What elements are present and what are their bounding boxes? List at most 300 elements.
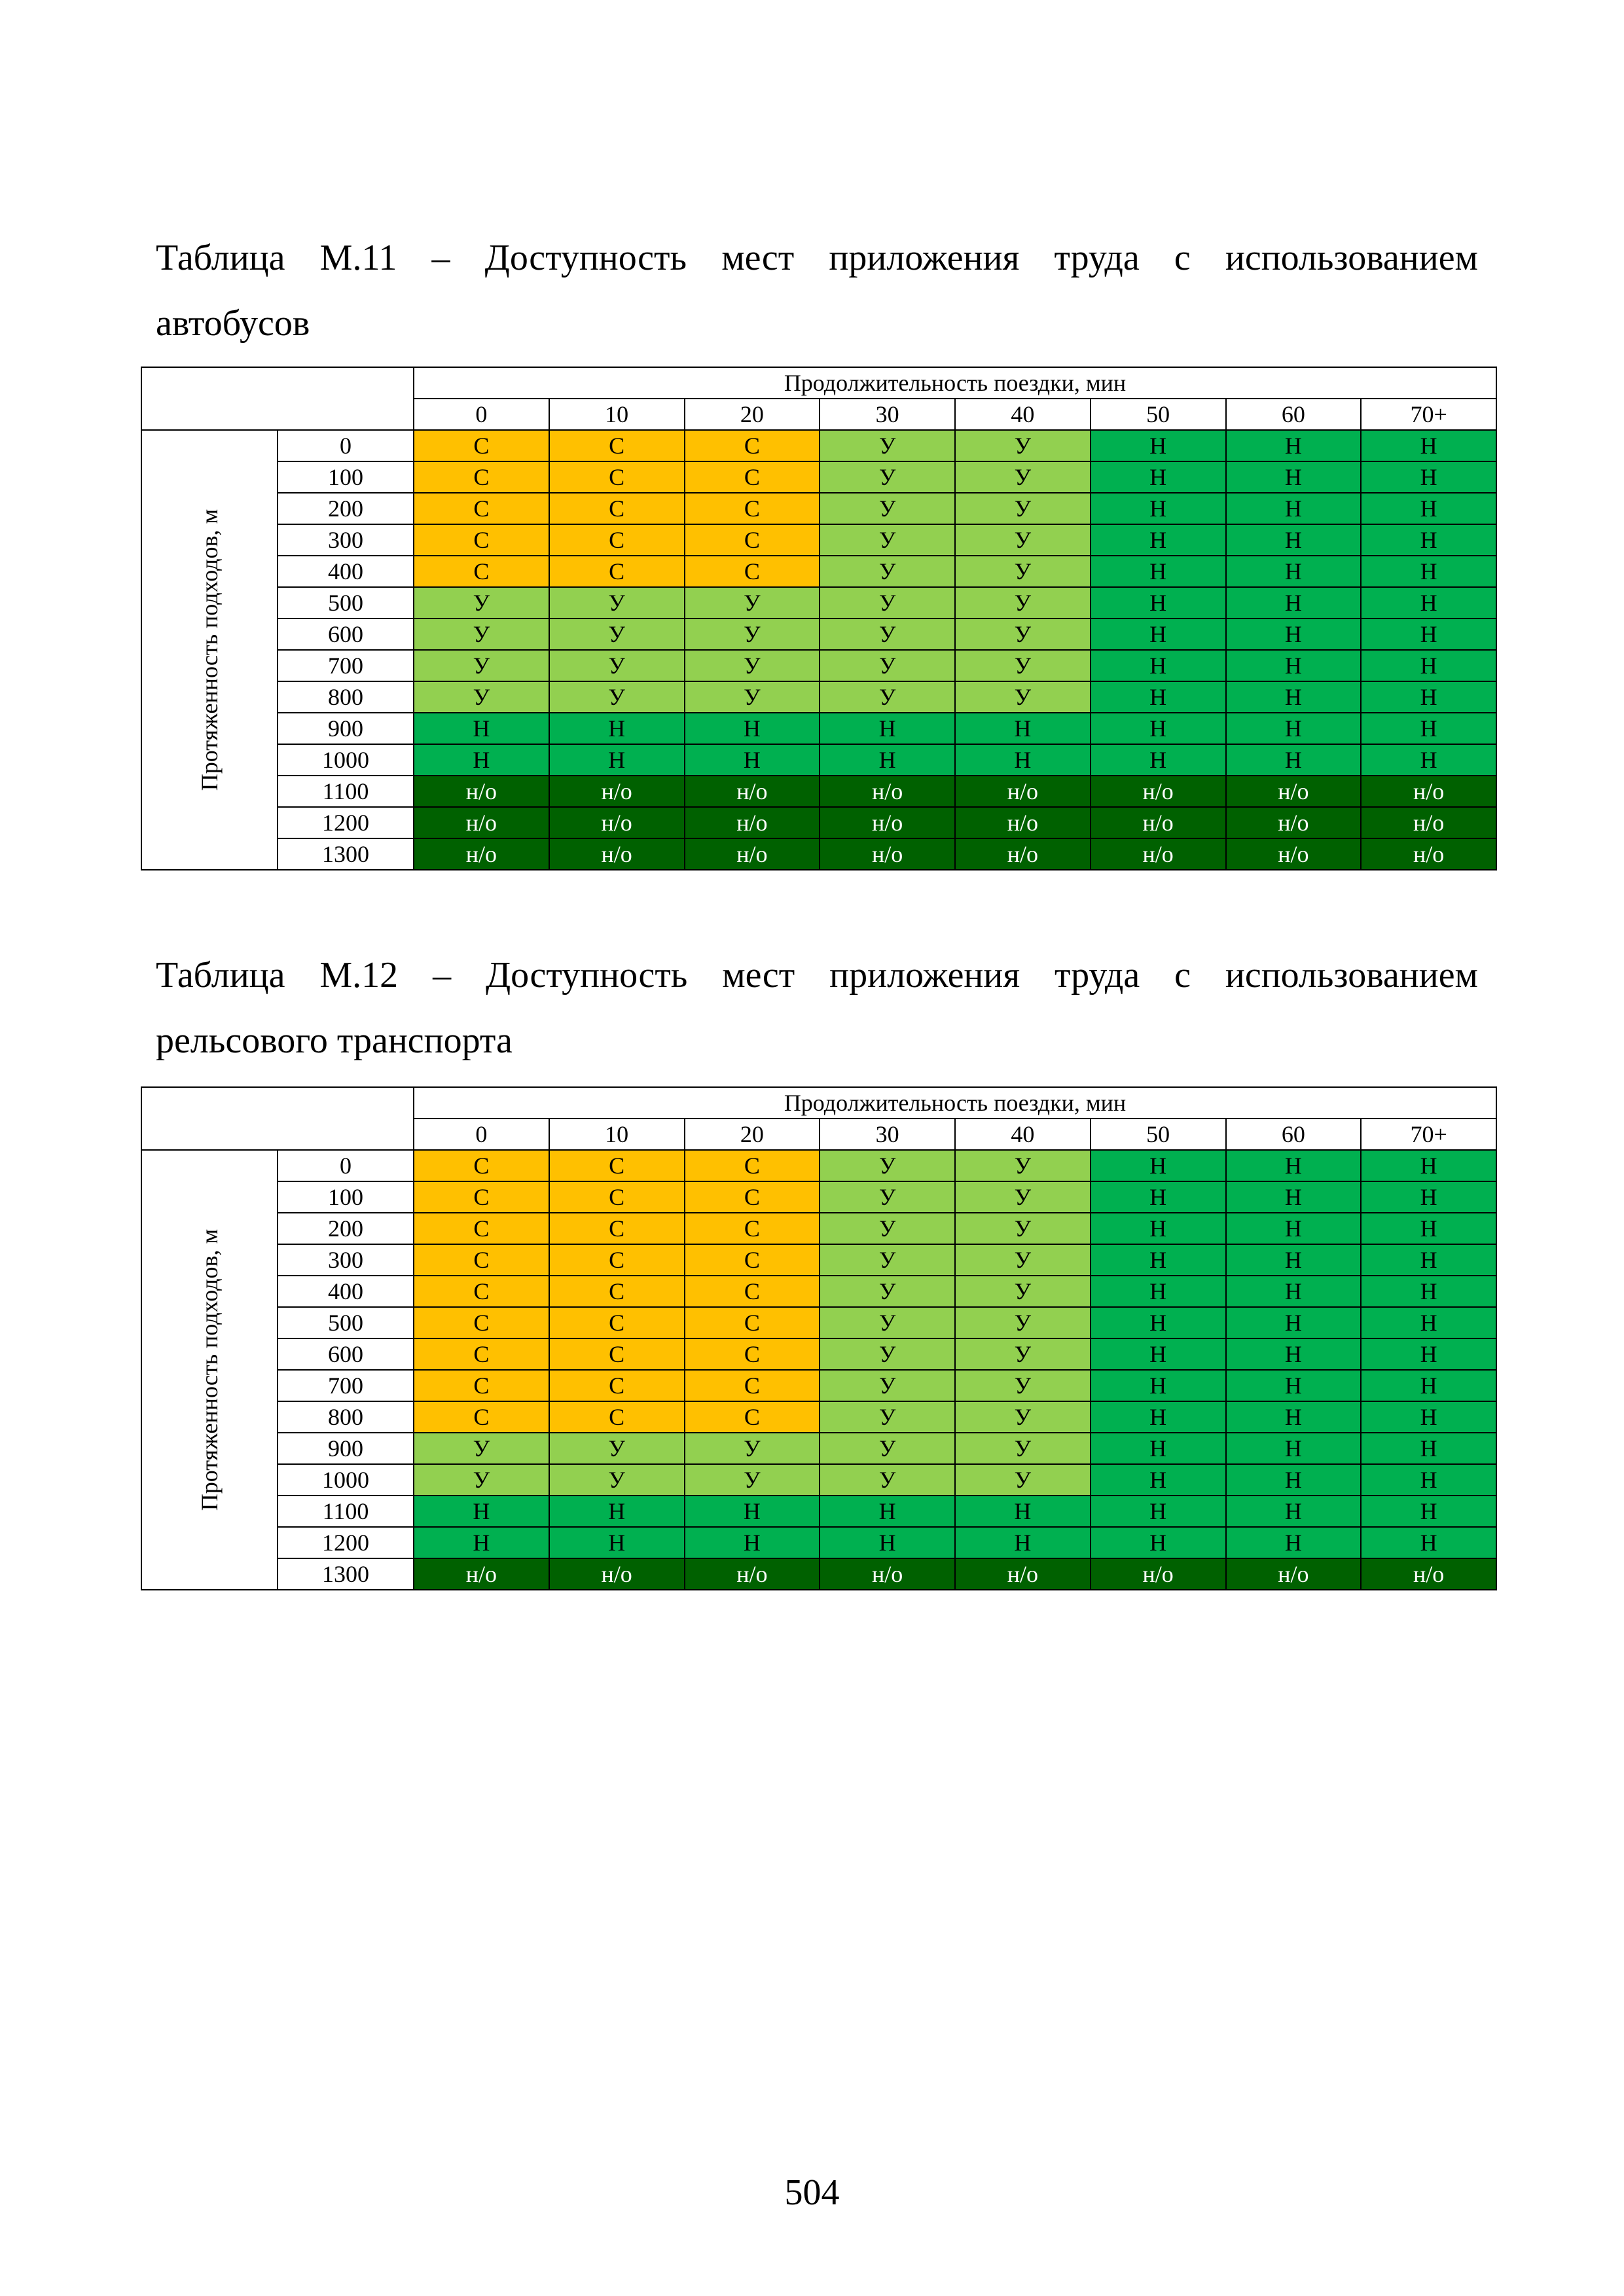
rating-cell: Н <box>1091 619 1226 650</box>
rating-cell: Н <box>1091 713 1226 744</box>
rating-cell: С <box>685 1307 820 1338</box>
rating-cell: Н <box>1091 556 1226 587</box>
table-row <box>141 556 1496 587</box>
rating-cell: н/о <box>685 838 820 870</box>
rating-cell: С <box>685 1276 820 1307</box>
row-header: 1100 <box>278 1496 414 1527</box>
column-header: 70+ <box>1361 1119 1496 1150</box>
rating-cell: Н <box>1091 1464 1226 1496</box>
rating-cell: н/о <box>549 776 685 807</box>
row-header: 200 <box>278 1213 414 1244</box>
rating-cell: н/о <box>685 776 820 807</box>
rating-cell: У <box>549 587 685 619</box>
row-header: 500 <box>278 1307 414 1338</box>
rating-cell: У <box>955 1213 1091 1244</box>
rating-cell: Н <box>955 1496 1091 1527</box>
page-number: 504 <box>784 2172 840 2213</box>
rating-cell: С <box>685 1338 820 1370</box>
rating-cell: Н <box>1361 1181 1496 1213</box>
table-row <box>141 461 1496 493</box>
rating-cell: У <box>820 1307 955 1338</box>
rating-cell: Н <box>1226 1338 1362 1370</box>
column-header: 50 <box>1091 399 1226 430</box>
rating-cell: Н <box>1226 1244 1362 1276</box>
rating-cell: н/о <box>1091 776 1226 807</box>
table-row <box>141 650 1496 681</box>
rating-cell: У <box>414 650 549 681</box>
rating-cell: У <box>955 493 1091 524</box>
rating-cell: н/о <box>820 776 955 807</box>
rating-cell: У <box>955 587 1091 619</box>
row-header: 700 <box>278 1370 414 1401</box>
rating-cell: н/о <box>549 1558 685 1590</box>
rating-cell: С <box>685 1370 820 1401</box>
rating-cell: Н <box>1226 587 1362 619</box>
rating-cell: У <box>955 524 1091 556</box>
table-row <box>141 1213 1496 1244</box>
rating-cell: Н <box>1361 524 1496 556</box>
rating-cell: С <box>549 1276 685 1307</box>
rating-cell: С <box>549 1307 685 1338</box>
caption-line-2: автобусов <box>156 303 310 344</box>
rating-cell: С <box>685 556 820 587</box>
rating-cell: Н <box>1091 1181 1226 1213</box>
rating-cell: С <box>414 1338 549 1370</box>
rating-cell: С <box>414 1276 549 1307</box>
rating-cell: С <box>549 1401 685 1433</box>
table-row <box>141 1558 1496 1590</box>
corner-cell <box>141 1087 414 1150</box>
rating-cell: С <box>549 1338 685 1370</box>
rating-cell: Н <box>1226 1401 1362 1433</box>
table-row <box>141 1244 1496 1276</box>
table-row <box>141 681 1496 713</box>
rating-cell: Н <box>1091 1527 1226 1558</box>
rating-cell: У <box>414 587 549 619</box>
rating-cell: Н <box>1361 1464 1496 1496</box>
rating-cell: Н <box>1226 1150 1362 1181</box>
rating-cell: Н <box>1361 493 1496 524</box>
rating-cell: Н <box>1226 1276 1362 1307</box>
rating-cell: У <box>820 1244 955 1276</box>
rating-cell: У <box>955 1276 1091 1307</box>
column-header: 0 <box>414 1119 549 1150</box>
row-header: 300 <box>278 1244 414 1276</box>
rating-cell: С <box>685 461 820 493</box>
rating-cell: н/о <box>1091 838 1226 870</box>
rating-cell: С <box>685 1181 820 1213</box>
rating-cell: С <box>414 1213 549 1244</box>
rating-cell: Н <box>1091 1276 1226 1307</box>
rating-cell: Н <box>1361 461 1496 493</box>
caption-line-1: Таблица М.12 – Доступность мест приложения труда с использованием <box>156 955 1478 996</box>
rating-cell: Н <box>1226 713 1362 744</box>
table-row <box>141 1338 1496 1370</box>
table-row <box>141 1307 1496 1338</box>
rating-cell: У <box>414 1433 549 1464</box>
rating-cell: Н <box>1226 1527 1362 1558</box>
row-header: 300 <box>278 524 414 556</box>
rating-cell: Н <box>414 1527 549 1558</box>
rating-cell: Н <box>1226 1307 1362 1338</box>
rating-cell: Н <box>1091 1307 1226 1338</box>
row-header: 100 <box>278 461 414 493</box>
rating-cell: У <box>820 556 955 587</box>
rating-cell: Н <box>1361 1150 1496 1181</box>
table-row <box>141 1496 1496 1527</box>
rating-cell: н/о <box>549 838 685 870</box>
rating-cell: Н <box>1226 1433 1362 1464</box>
rating-cell: У <box>549 1433 685 1464</box>
rating-cell: У <box>820 650 955 681</box>
row-header: 0 <box>278 1150 414 1181</box>
rating-cell: У <box>820 1276 955 1307</box>
column-header: 10 <box>549 399 685 430</box>
column-header: 0 <box>414 399 549 430</box>
rating-cell: Н <box>1091 493 1226 524</box>
rating-cell: У <box>820 461 955 493</box>
rating-cell: н/о <box>685 1558 820 1590</box>
table-row <box>141 713 1496 744</box>
rating-cell: У <box>549 650 685 681</box>
rating-cell: н/о <box>820 838 955 870</box>
rating-cell: У <box>955 1401 1091 1433</box>
rating-cell: С <box>685 1150 820 1181</box>
rating-cell: Н <box>1091 1150 1226 1181</box>
table-row <box>141 1433 1496 1464</box>
rating-cell: Н <box>1226 744 1362 776</box>
table-row <box>141 744 1496 776</box>
rating-cell: С <box>685 1244 820 1276</box>
rating-cell: У <box>955 430 1091 461</box>
table-row <box>141 1401 1496 1433</box>
rating-cell: У <box>820 1370 955 1401</box>
rating-cell: Н <box>1091 1213 1226 1244</box>
table-row <box>141 1181 1496 1213</box>
rating-cell: Н <box>955 744 1091 776</box>
row-header: 900 <box>278 1433 414 1464</box>
rating-cell: Н <box>1361 1307 1496 1338</box>
rating-cell: Н <box>820 744 955 776</box>
rating-cell: н/о <box>1226 1558 1362 1590</box>
rating-cell: С <box>414 556 549 587</box>
rating-cell: н/о <box>820 1558 955 1590</box>
rating-cell: н/о <box>955 1558 1091 1590</box>
rating-cell: Н <box>1091 744 1226 776</box>
rating-cell: С <box>549 1213 685 1244</box>
rating-cell: С <box>685 430 820 461</box>
table-row <box>141 430 1496 461</box>
rating-cell: У <box>955 1307 1091 1338</box>
rating-cell: Н <box>1226 650 1362 681</box>
column-header: 40 <box>955 399 1091 430</box>
column-header: 10 <box>549 1119 685 1150</box>
rating-cell: У <box>820 619 955 650</box>
rating-cell: Н <box>1361 1244 1496 1276</box>
rating-cell: Н <box>820 1527 955 1558</box>
rating-cell: Н <box>685 1527 820 1558</box>
rating-cell: Н <box>1361 1213 1496 1244</box>
header-row <box>141 1087 1496 1119</box>
rating-cell: У <box>820 1181 955 1213</box>
rating-cell: н/о <box>1226 776 1362 807</box>
rating-cell: Н <box>414 713 549 744</box>
rating-cell: С <box>685 1213 820 1244</box>
rating-cell: С <box>685 524 820 556</box>
table-row <box>141 1527 1496 1558</box>
rating-cell: Н <box>955 1527 1091 1558</box>
rating-cell: Н <box>685 713 820 744</box>
rating-cell: У <box>820 681 955 713</box>
rating-cell: С <box>685 493 820 524</box>
rating-cell: Н <box>1361 681 1496 713</box>
rating-cell: У <box>820 1464 955 1496</box>
table-row <box>141 838 1496 870</box>
rating-cell: У <box>955 619 1091 650</box>
rating-cell: Н <box>1226 619 1362 650</box>
rating-cell: Н <box>1091 1496 1226 1527</box>
rating-cell: Н <box>549 713 685 744</box>
rating-cell: С <box>549 430 685 461</box>
rating-cell: Н <box>1226 430 1362 461</box>
rating-cell: С <box>414 524 549 556</box>
column-header: 20 <box>685 1119 820 1150</box>
rating-cell: С <box>414 1181 549 1213</box>
row-header: 1200 <box>278 807 414 838</box>
rating-cell: У <box>955 461 1091 493</box>
rating-cell: Н <box>1361 556 1496 587</box>
rating-cell: У <box>414 619 549 650</box>
rating-cell: Н <box>1361 1496 1496 1527</box>
rating-cell: У <box>685 681 820 713</box>
accessibility-table-rail <box>141 1086 1497 1590</box>
rating-cell: н/о <box>414 838 549 870</box>
rating-cell: С <box>414 430 549 461</box>
table-row <box>141 524 1496 556</box>
header-row <box>141 367 1496 399</box>
rating-cell: Н <box>1361 430 1496 461</box>
rating-cell: Н <box>1361 1527 1496 1558</box>
row-header: 100 <box>278 1181 414 1213</box>
rating-cell: Н <box>1091 650 1226 681</box>
rating-cell: У <box>685 1433 820 1464</box>
row-header: 400 <box>278 1276 414 1307</box>
duration-header: Продолжительность поездки, мин <box>414 1087 1496 1119</box>
rating-cell: Н <box>1226 556 1362 587</box>
column-header: 30 <box>820 399 955 430</box>
table-row <box>141 1276 1496 1307</box>
rating-cell: Н <box>1361 1401 1496 1433</box>
rating-cell: н/о <box>685 807 820 838</box>
rating-cell: Н <box>685 1496 820 1527</box>
row-axis-label: Протяженность подходов, м <box>196 509 223 791</box>
table-row <box>141 493 1496 524</box>
rating-cell: н/о <box>414 807 549 838</box>
rating-cell: Н <box>1361 713 1496 744</box>
rating-cell: Н <box>1226 1464 1362 1496</box>
rating-cell: С <box>414 1150 549 1181</box>
rating-cell: Н <box>414 744 549 776</box>
row-header: 400 <box>278 556 414 587</box>
row-header: 900 <box>278 713 414 744</box>
rating-cell: Н <box>1091 524 1226 556</box>
rating-cell: Н <box>1226 1370 1362 1401</box>
rating-cell: У <box>820 587 955 619</box>
rating-cell: н/о <box>955 776 1091 807</box>
rating-cell: Н <box>1361 650 1496 681</box>
rating-cell: н/о <box>1361 776 1496 807</box>
rating-cell: У <box>955 556 1091 587</box>
column-header: 20 <box>685 399 820 430</box>
caption-line-1: Таблица М.11 – Доступность мест приложения труда с использованием <box>156 238 1478 278</box>
rating-cell: Н <box>1091 1338 1226 1370</box>
rating-cell: У <box>820 1338 955 1370</box>
rating-cell: С <box>549 1244 685 1276</box>
rating-cell: У <box>685 619 820 650</box>
rating-cell: Н <box>820 1496 955 1527</box>
rating-cell: Н <box>820 713 955 744</box>
rating-cell: У <box>685 587 820 619</box>
rating-cell: Н <box>955 713 1091 744</box>
rating-cell: С <box>414 1307 549 1338</box>
rating-cell: У <box>549 619 685 650</box>
rating-cell: Н <box>1226 1496 1362 1527</box>
rating-cell: С <box>549 1150 685 1181</box>
table-row <box>141 587 1496 619</box>
column-header: 70+ <box>1361 399 1496 430</box>
rating-cell: У <box>955 1338 1091 1370</box>
rating-cell: Н <box>549 1527 685 1558</box>
rating-cell: У <box>955 1464 1091 1496</box>
rating-cell: У <box>955 1181 1091 1213</box>
row-header: 800 <box>278 681 414 713</box>
rating-cell: Н <box>1361 1338 1496 1370</box>
accessibility-table-bus <box>141 367 1497 870</box>
rating-cell: н/о <box>1091 807 1226 838</box>
row-axis-label: Протяженность подходов, м <box>196 1229 223 1511</box>
row-header: 600 <box>278 619 414 650</box>
table-caption <box>156 942 1478 1073</box>
rating-cell: Н <box>549 1496 685 1527</box>
rating-cell: Н <box>1226 681 1362 713</box>
rating-cell: У <box>955 1370 1091 1401</box>
column-header: 60 <box>1226 399 1362 430</box>
rating-cell: Н <box>1091 1401 1226 1433</box>
rating-cell: У <box>820 1213 955 1244</box>
table-row <box>141 1150 1496 1181</box>
row-axis-label-cell <box>141 430 278 870</box>
rating-cell: н/о <box>1361 1558 1496 1590</box>
rating-cell: Н <box>1361 1276 1496 1307</box>
rating-cell: Н <box>1091 430 1226 461</box>
table-row <box>141 1370 1496 1401</box>
rating-cell: У <box>549 1464 685 1496</box>
rating-cell: У <box>549 681 685 713</box>
row-header: 800 <box>278 1401 414 1433</box>
rating-cell: Н <box>1361 587 1496 619</box>
rating-cell: У <box>414 1464 549 1496</box>
rating-cell: Н <box>1226 1213 1362 1244</box>
rating-cell: Н <box>414 1496 549 1527</box>
duration-header: Продолжительность поездки, мин <box>414 367 1496 399</box>
rating-cell: У <box>685 650 820 681</box>
rating-cell: У <box>820 1433 955 1464</box>
rating-cell: н/о <box>1091 1558 1226 1590</box>
row-header: 1000 <box>278 1464 414 1496</box>
rating-cell: С <box>414 1370 549 1401</box>
rating-cell: У <box>820 493 955 524</box>
rating-cell: н/о <box>1226 838 1362 870</box>
rating-cell: С <box>685 1401 820 1433</box>
rating-cell: Н <box>1226 524 1362 556</box>
rating-cell: н/о <box>1226 807 1362 838</box>
rating-cell: Н <box>1091 587 1226 619</box>
rating-cell: Н <box>1226 461 1362 493</box>
rating-cell: С <box>549 1181 685 1213</box>
rating-cell: Н <box>1226 1181 1362 1213</box>
rating-cell: н/о <box>955 838 1091 870</box>
row-header: 1200 <box>278 1527 414 1558</box>
rating-cell: У <box>414 681 549 713</box>
rating-cell: н/о <box>549 807 685 838</box>
rating-cell: н/о <box>1361 838 1496 870</box>
row-header: 0 <box>278 430 414 461</box>
rating-cell: У <box>820 524 955 556</box>
rating-cell: У <box>955 1150 1091 1181</box>
rating-cell: С <box>414 493 549 524</box>
rating-cell: Н <box>1091 1433 1226 1464</box>
rating-cell: У <box>955 1433 1091 1464</box>
rating-cell: Н <box>1091 1244 1226 1276</box>
rating-cell: н/о <box>414 1558 549 1590</box>
row-header: 1100 <box>278 776 414 807</box>
row-header: 600 <box>278 1338 414 1370</box>
rating-cell: Н <box>1091 461 1226 493</box>
rating-cell: н/о <box>820 807 955 838</box>
row-header: 1300 <box>278 838 414 870</box>
rating-cell: Н <box>1361 744 1496 776</box>
row-axis-label-cell <box>141 1150 278 1590</box>
column-header: 50 <box>1091 1119 1226 1150</box>
rating-cell: У <box>955 1244 1091 1276</box>
caption-line-2: рельсового транспорта <box>156 1020 513 1061</box>
row-header: 1300 <box>278 1558 414 1590</box>
column-header: 30 <box>820 1119 955 1150</box>
rating-cell: Н <box>1091 1370 1226 1401</box>
rating-cell: У <box>820 430 955 461</box>
rating-cell: С <box>549 524 685 556</box>
table-row <box>141 619 1496 650</box>
rating-cell: н/о <box>955 807 1091 838</box>
corner-cell <box>141 367 414 430</box>
rating-cell: У <box>820 1401 955 1433</box>
table-caption <box>156 225 1478 356</box>
rating-cell: С <box>549 1370 685 1401</box>
rating-cell: Н <box>1226 493 1362 524</box>
rating-cell: Н <box>1361 1433 1496 1464</box>
rating-cell: У <box>955 650 1091 681</box>
table-row <box>141 776 1496 807</box>
rating-cell: У <box>820 1150 955 1181</box>
row-header: 500 <box>278 587 414 619</box>
rating-cell: С <box>549 493 685 524</box>
rating-cell: С <box>414 1401 549 1433</box>
rating-cell: С <box>414 1244 549 1276</box>
rating-cell: Н <box>1361 619 1496 650</box>
rating-cell: У <box>955 681 1091 713</box>
rating-cell: н/о <box>1361 807 1496 838</box>
column-header: 40 <box>955 1119 1091 1150</box>
